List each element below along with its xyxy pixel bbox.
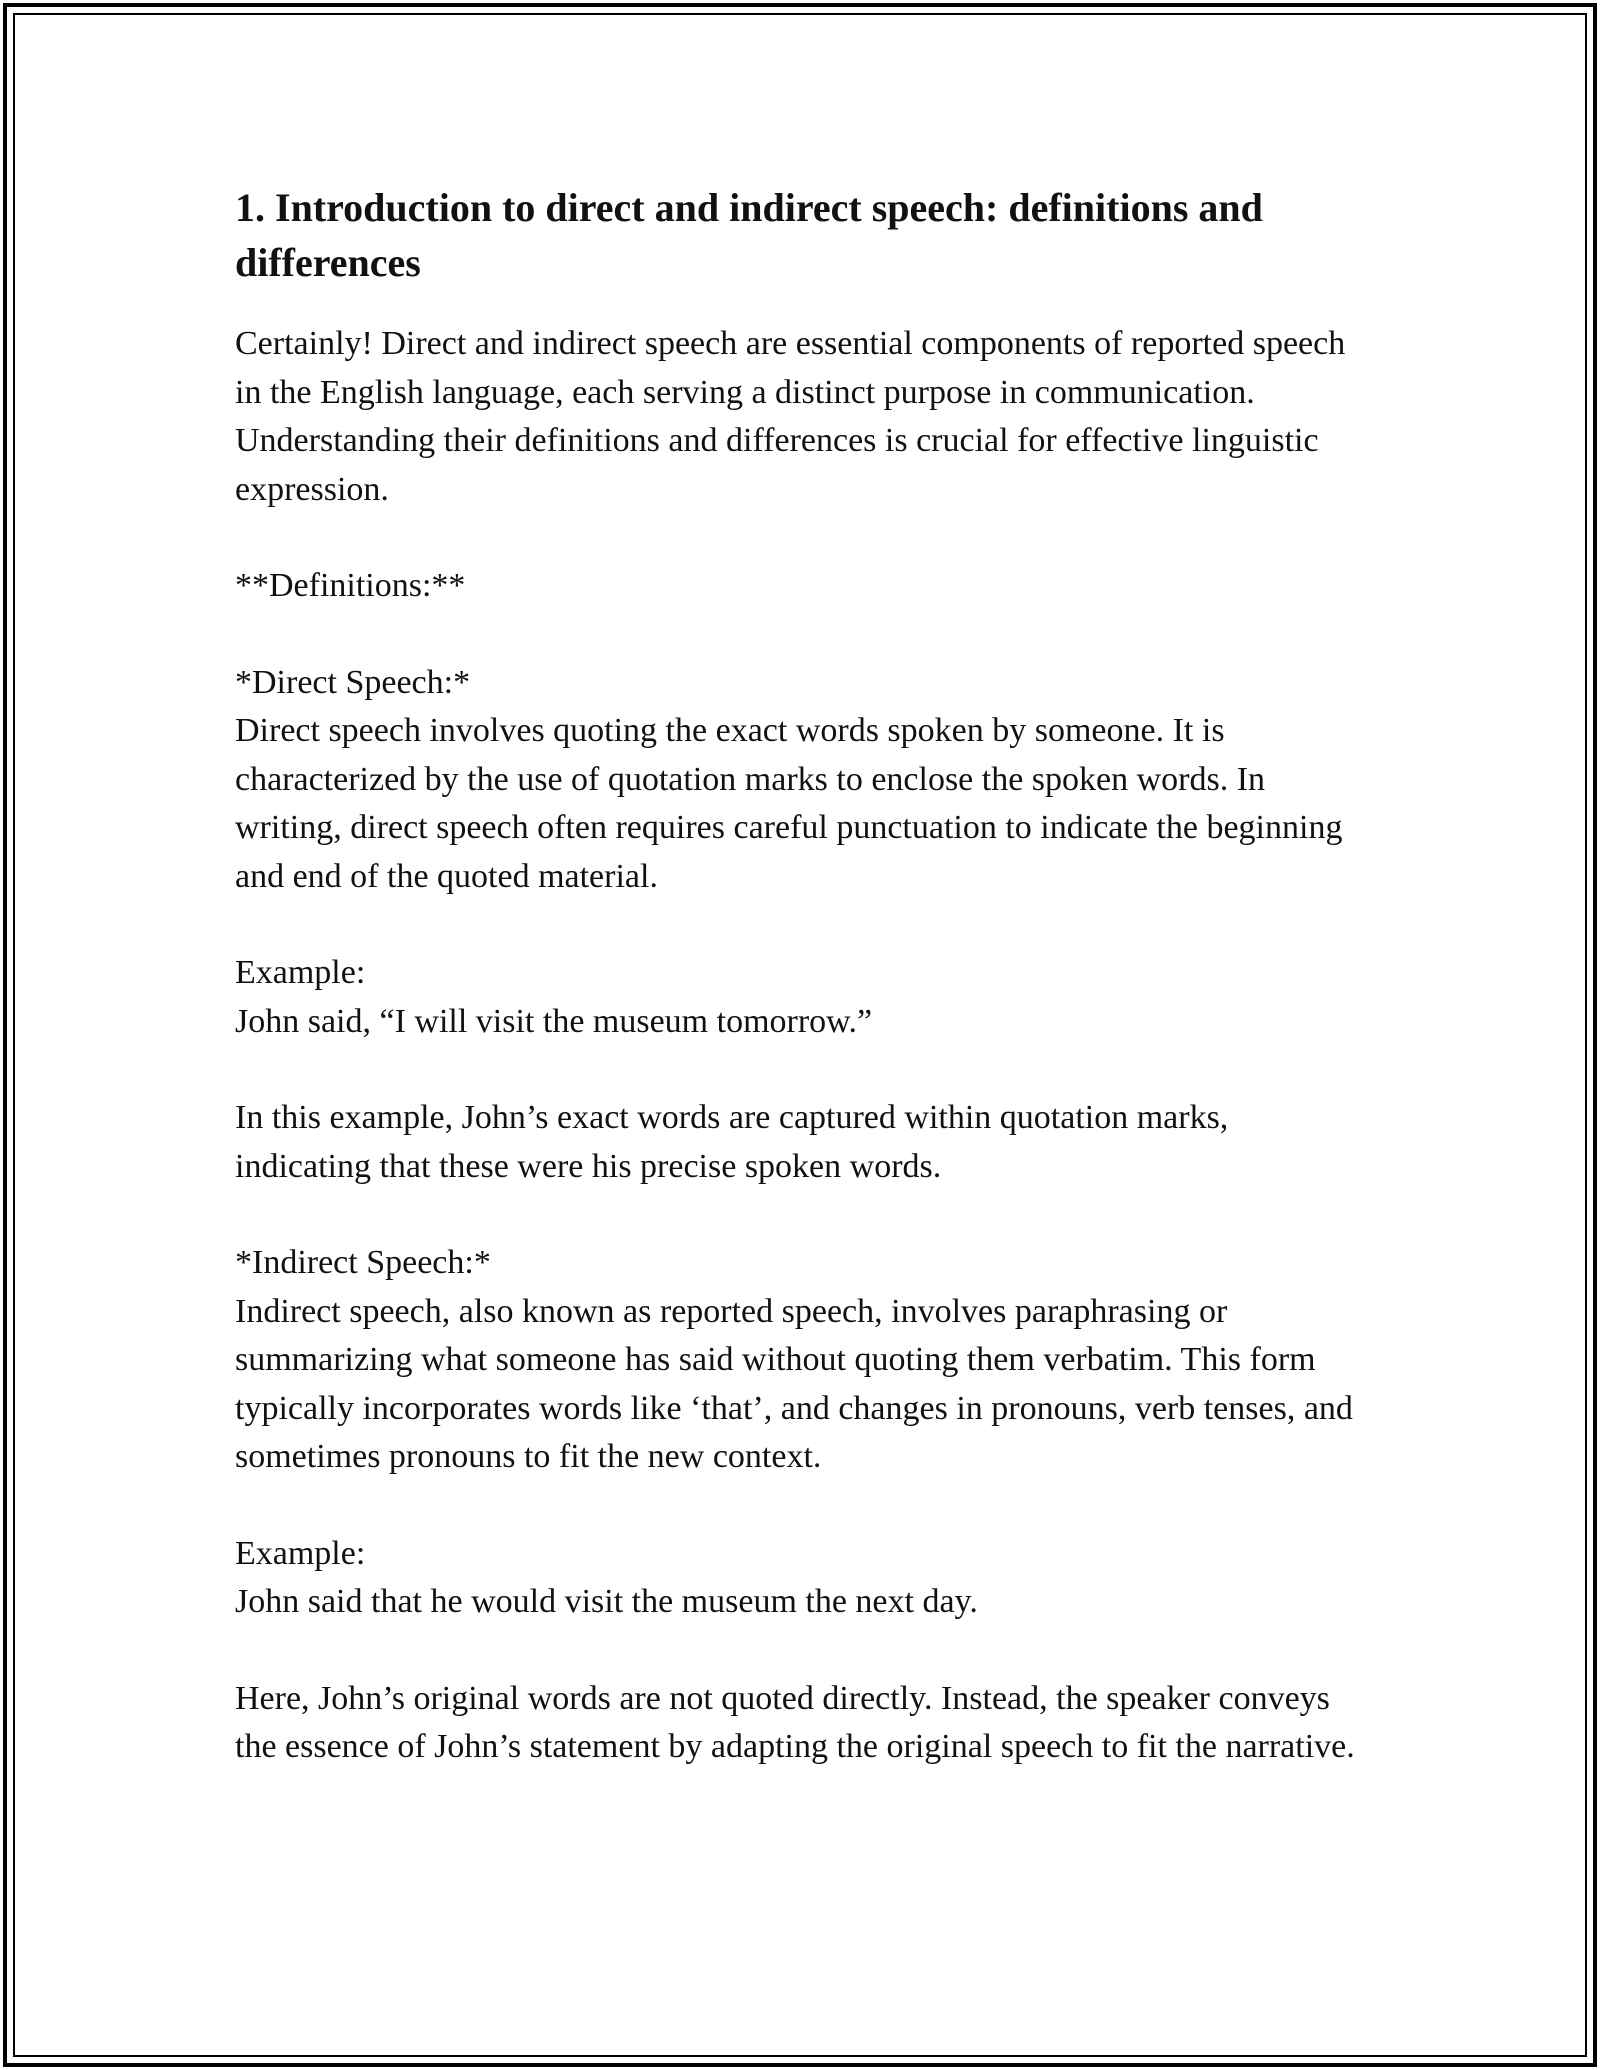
indirect-speech-explanation: Here, John’s original words are not quoted directly. Instead, the speaker conveys the essence of John’s statement by adapting the original speech to fit the narrative. xyxy=(235,1679,1355,1765)
document-title: 1. Introduction to direct and indirect speech: definitions and differences xyxy=(235,185,1263,285)
indirect-speech-example xyxy=(235,1530,1365,1627)
indirect-speech-heading: *Indirect Speech:* xyxy=(235,1244,491,1281)
indirect-speech-section xyxy=(235,1239,1365,1482)
direct-speech-body: Direct speech involves quoting the exact words spoken by someone. It is characterized by the use of quotation marks to enclose the spoken words. In writing, direct speech often requires careful punctuation to indicate the beginning and end of the quoted material. xyxy=(235,712,1343,895)
document-body xyxy=(235,180,1365,1820)
indirect-example-text: John said that he would visit the museum the next day. xyxy=(235,1583,978,1620)
intro-paragraph: Certainly! Direct and indirect speech are essential components of reported speech in the English language, each serving a distinct purpose in communication. Understanding their definitions and differences is crucial for effective linguistic expression. xyxy=(235,325,1346,508)
direct-speech-section xyxy=(235,659,1365,902)
direct-example-text: John said, “I will visit the museum tomorrow.” xyxy=(235,1002,873,1040)
direct-example-label: Example: xyxy=(235,954,366,991)
direct-speech-example xyxy=(235,949,1365,1046)
indirect-speech-body: Indirect speech, also known as reported speech, involves paraphrasing or summarizing what someone has said without quoting them verbatim. This form typically incorporates words like ‘that’, and changes in pronouns, verb tenses, and sometimes pronouns to fit the new context. xyxy=(235,1292,1353,1475)
indirect-example-label: Example: xyxy=(235,1534,366,1572)
direct-speech-heading: *Direct Speech:* xyxy=(235,663,471,701)
direct-speech-explanation: In this example, John’s exact words are captured within quotation marks, indicating that these were his precise spoken words. xyxy=(235,1099,1229,1185)
definitions-heading: **Definitions:** xyxy=(235,567,466,604)
